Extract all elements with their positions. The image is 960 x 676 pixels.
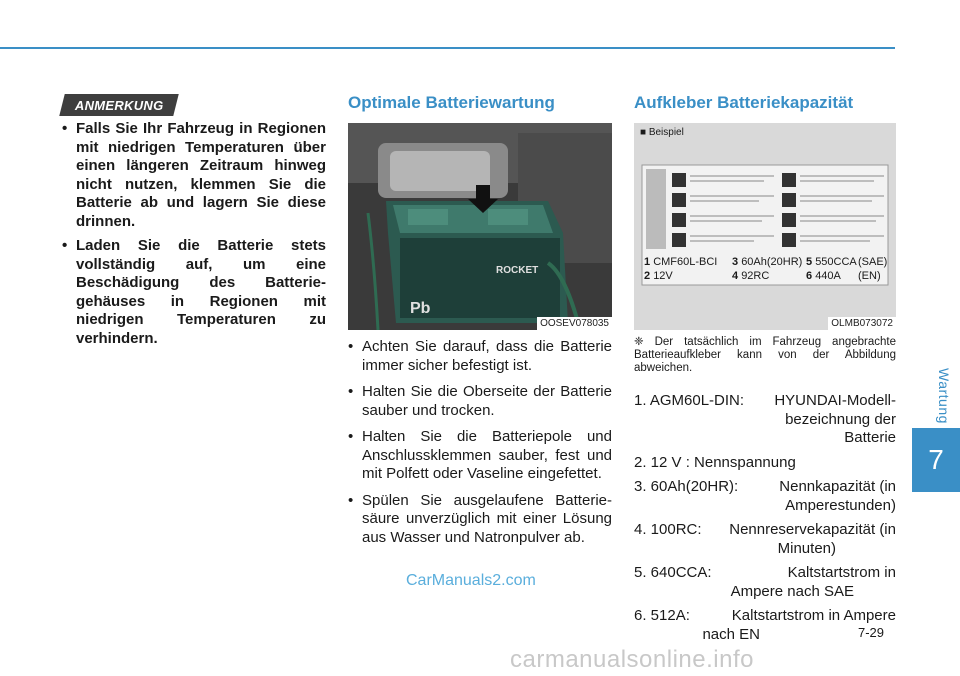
label-item: 3. 60Ah(20HR): Nennkapazität (in Amperestunden) xyxy=(634,478,896,514)
capacity-code: 5 550CCA xyxy=(806,256,857,268)
capacity-code: 3 60Ah(20HR) xyxy=(732,256,803,268)
label-item: 5. 640CCA: Kaltstartstrom in Ampere nach SAE xyxy=(634,564,896,600)
capacity-code: 2 12V xyxy=(644,270,673,282)
label-item: 1. AGM60L-DIN: HYUNDAI-Modell- bezeichnung der Batterie xyxy=(634,392,896,446)
note-item: • Falls Sie Ihr Fahrzeug in Regionen mit niedrigen Temperaturen über einen längeren Zeitraum hinweg nicht nutzen, klemmen Sie die Batterie ab und lagern Sie diese drinnen. xyxy=(62,120,326,231)
capacity-code: 6 440A xyxy=(806,270,841,282)
battery-figure xyxy=(348,123,612,330)
section-label: Wartung xyxy=(936,368,952,424)
maintenance-title: Optimale Batteriewartung xyxy=(348,93,555,112)
example-label: ■ Beispiel xyxy=(640,127,684,138)
label-item: 4. 100RC: Nennreservekapazität (in Minuten) xyxy=(634,521,896,557)
figure-code: OLMB073072 xyxy=(828,317,896,330)
battery-illustration xyxy=(348,123,612,330)
chapter-tab: 7 xyxy=(912,428,960,492)
maintenance-item: • Halten Sie die Oberseite der Batterie sauber und trocken. xyxy=(348,383,612,420)
battery-sticker-illustration xyxy=(634,123,896,330)
site-watermark: carmanualsonline.info xyxy=(510,646,754,673)
capacity-code: 4 92RC xyxy=(732,270,770,282)
capacity-code: (SAE) xyxy=(858,256,888,268)
maintenance-item: • Achten Sie darauf, dass die Batterie immer sicher befestigt ist. xyxy=(348,338,612,375)
label-footnote: ❈ Der tatsächlich im Fahrzeug angebrachte Batterieaufkleber kann von der Abbildung abweichen. xyxy=(634,336,896,374)
label-item: 2. 12 V : Nennspannung xyxy=(634,453,796,471)
label-title: Aufkleber Batteriekapazität xyxy=(634,93,854,112)
maintenance-list xyxy=(348,338,612,555)
figure-code: OOSEV078035 xyxy=(537,317,612,330)
header-rule xyxy=(0,47,895,49)
label-item: 6. 512A: Kaltstartstrom in Ampere nach EN xyxy=(634,607,896,643)
capacity-code: 1 CMF60L-BCI xyxy=(644,256,718,268)
capacity-code: (EN) xyxy=(858,270,881,282)
page-number: 7-29 xyxy=(858,625,885,640)
maintenance-item: • Spülen Sie ausgelaufene Batterie-säure unverzüglich mit einer Lösung aus Wasser und Natronpulver ab. xyxy=(348,492,612,548)
label-list xyxy=(634,392,896,650)
note-item: • Laden Sie die Batterie stets vollständig auf, um eine Beschädigung des Batterie-gehäuses in Regionen mit niedrigen Temperaturen zu verhindern. xyxy=(62,237,326,348)
note-badge xyxy=(59,94,178,116)
note-section xyxy=(62,120,326,354)
note-badge-label: ANMERKUNG xyxy=(74,97,164,113)
watermark-link[interactable]: CarManuals2.com xyxy=(406,572,536,589)
label-figure xyxy=(634,123,896,330)
battery-brand: ROCKET xyxy=(496,265,539,276)
battery-mark: Pb xyxy=(410,300,431,317)
capacity-codes xyxy=(644,255,888,283)
maintenance-item: • Halten Sie die Batteriepole und Anschlussklemmen sauber, fest und mit Polfett oder Vaseline eingefettet. xyxy=(348,428,612,484)
